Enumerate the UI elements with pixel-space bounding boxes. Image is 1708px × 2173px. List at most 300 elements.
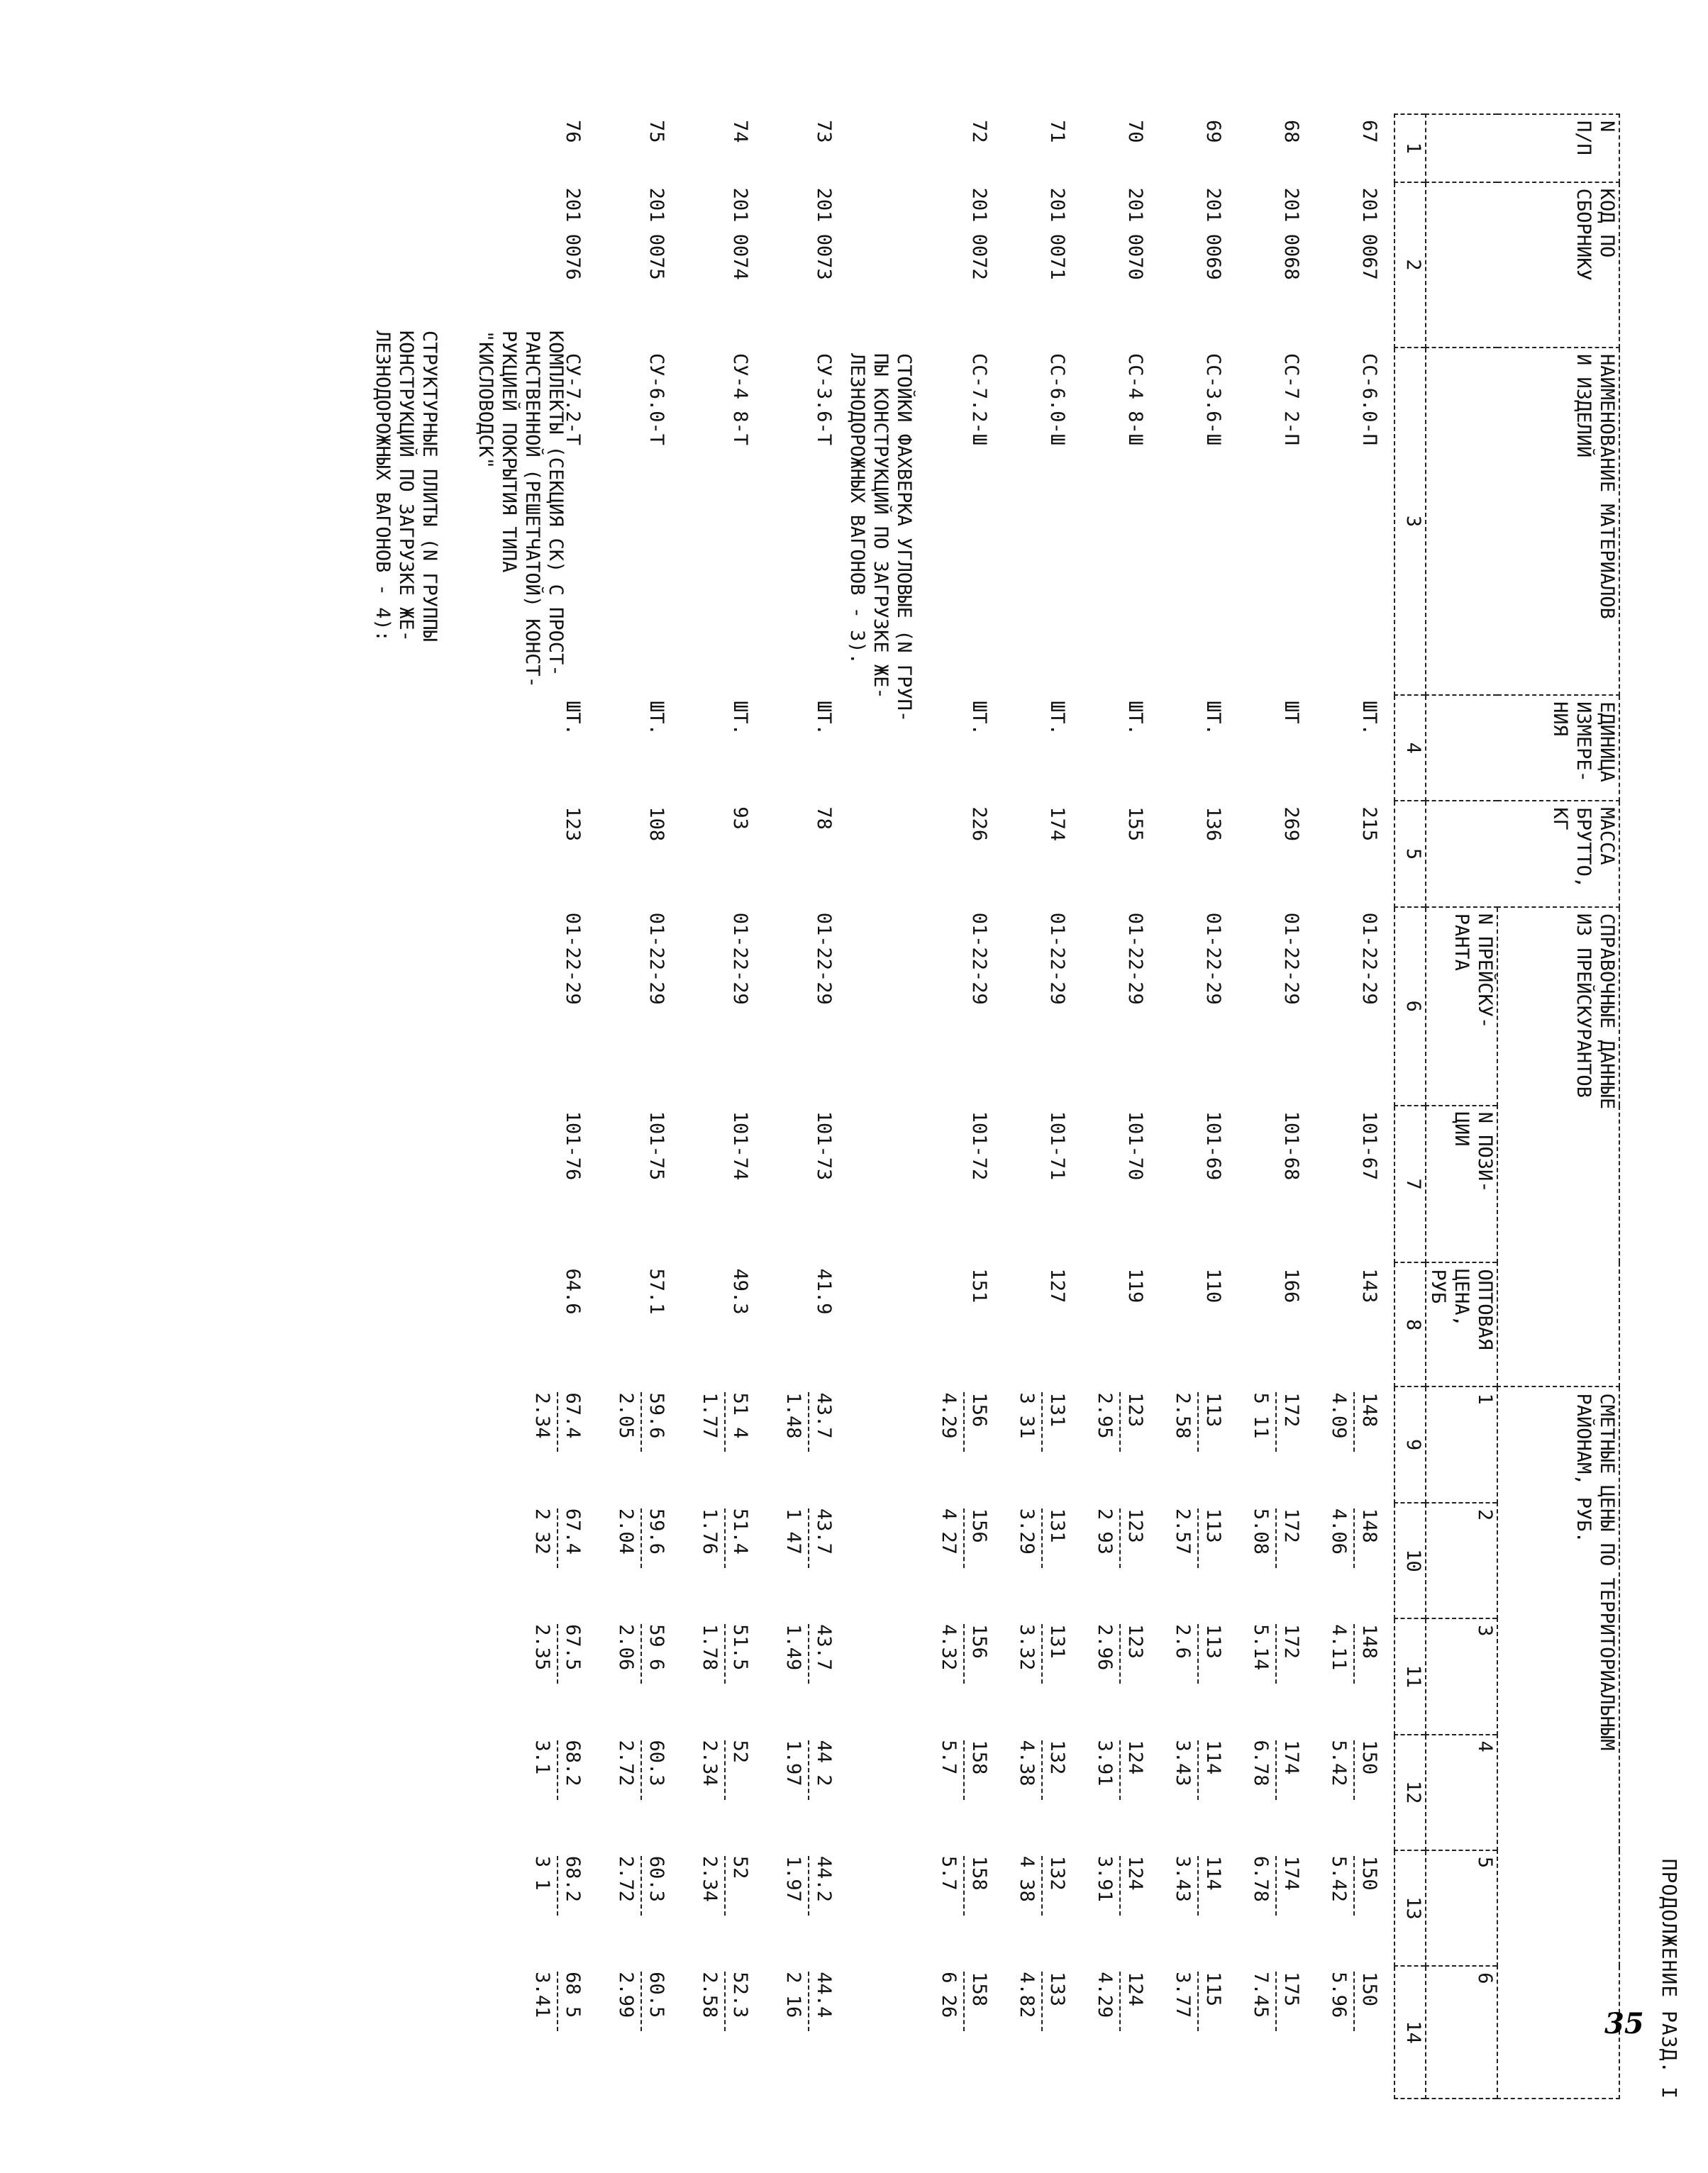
district-price-transport: 6 26: [938, 1972, 960, 2018]
district-price-transport: 2.34: [531, 1392, 553, 1439]
district-price-previous: 67.4: [562, 1508, 584, 1555]
district-price-cell: [594, 1735, 678, 1850]
pricelist-number: 01-22-29: [968, 912, 990, 1005]
district-price-transport: 1.48: [782, 1392, 804, 1439]
district-price-previous: 156: [968, 1508, 990, 1543]
district-price-previous: 131: [1046, 1392, 1068, 1428]
district-price-transport: 3.43: [1172, 1855, 1194, 1902]
table-row: [1316, 114, 1394, 2099]
value-separator: [1353, 1856, 1355, 1916]
district-price-transport: 2.72: [615, 1740, 637, 1786]
row-number: 67: [1358, 120, 1380, 143]
header-ref-pricelist: N ПРЕЙСКУ- РАНТА: [1426, 907, 1497, 1106]
district-price-transport: 5.7: [938, 1855, 960, 1891]
header-n-pp: N П/П: [1426, 114, 1619, 182]
district-price-previous: 148: [1358, 1624, 1380, 1659]
value-separator: [1197, 1740, 1199, 1800]
row-number: 68: [1280, 120, 1302, 143]
district-price-transport: 4.29: [938, 1392, 960, 1439]
value-separator: [1353, 1392, 1355, 1452]
group-heading: СТОЙКИ ФАХВЕРКА УГЛОВЫЕ (N ГРУП- ПЫ КОНСТРУКЦИЙ ПО ЗАГРУЗКЕ ЖЕ- ЛЕЗНОДОРОЖНЫХ ВАГОНОВ - 3).: [846, 353, 915, 723]
pricelist-number: 01-22-29: [1358, 912, 1380, 1005]
value-separator: [557, 1624, 558, 1684]
district-price-cell: [1082, 1503, 1160, 1618]
district-price-previous: 43.7: [813, 1508, 835, 1555]
district-price-transport: 1.77: [699, 1392, 721, 1439]
item-unit: ШТ.: [562, 701, 584, 735]
item-name: СС-6.0-П: [1358, 353, 1380, 446]
district-price-transport: 2 32: [531, 1508, 553, 1555]
district-price-previous: 174: [1280, 1855, 1302, 1891]
district-price-previous: 114: [1202, 1740, 1224, 1775]
district-price-cell: [678, 1850, 762, 1966]
position-number: 101-70: [1124, 1111, 1146, 1181]
column-number: 4: [1394, 695, 1426, 801]
item-name: СУ-6.0-Т: [645, 353, 667, 446]
value-separator: [1197, 1392, 1199, 1452]
district-price-cell: [594, 1386, 678, 1502]
district-price-previous: 52: [729, 1855, 751, 1879]
header-district: 5: [1426, 1850, 1497, 1966]
district-price-cell: [511, 1503, 594, 1618]
value-separator: [1197, 1972, 1199, 2031]
district-price-cell: [511, 1386, 594, 1502]
district-price-cell: [762, 1618, 845, 1734]
item-name: СС-3.6-Ш: [1202, 353, 1224, 446]
district-price-previous: 44.4: [813, 1972, 835, 2018]
value-separator: [1353, 1972, 1355, 2031]
district-price-transport: 2 16: [782, 1972, 804, 2018]
district-price-cell: [926, 1735, 1004, 1850]
district-price-cell: [1238, 1850, 1316, 1966]
district-price-transport: 4.82: [1016, 1972, 1038, 2018]
district-price-cell: [1160, 1966, 1238, 2099]
table-row: [1160, 114, 1238, 2099]
table-body-first: [926, 114, 1394, 2099]
pricelist-number: 01-22-29: [1046, 912, 1068, 1005]
item-code: 201 0073: [813, 187, 835, 280]
district-price-transport: 1.76: [699, 1508, 721, 1555]
district-price-cell: [1004, 1850, 1082, 1966]
district-price-cell: [926, 1850, 1004, 1966]
value-separator: [963, 1740, 965, 1800]
row-number: 70: [1124, 120, 1146, 143]
item-mass: 108: [645, 806, 667, 842]
district-price-transport: 5.42: [1328, 1740, 1350, 1786]
district-price-transport: 2 93: [1094, 1508, 1116, 1555]
header-district: 6: [1426, 1966, 1497, 2099]
value-separator: [963, 1392, 965, 1452]
pricelist-number: 01-22-29: [562, 912, 584, 1005]
district-price-cell: [1082, 1850, 1160, 1966]
rotated-content: [348, 113, 1681, 2099]
district-price-previous: 158: [968, 1855, 990, 1891]
district-price-previous: 124: [1124, 1972, 1146, 2006]
district-price-previous: 68.2: [562, 1855, 584, 1902]
district-price-transport: 7.45: [1250, 1972, 1272, 2018]
district-price-previous: 44 2: [813, 1740, 835, 1786]
district-price-cell: [1004, 1735, 1082, 1850]
district-price-previous: 115: [1202, 1972, 1224, 2006]
value-separator: [1119, 1624, 1121, 1684]
district-price-cell: [1316, 1850, 1394, 1966]
district-price-transport: 2.99: [615, 1972, 637, 2018]
wholesale-price: 110: [1202, 1268, 1224, 1304]
district-price-previous: 113: [1202, 1624, 1224, 1659]
district-price-cell: [1238, 1503, 1316, 1618]
district-price-transport: 1.78: [699, 1624, 721, 1671]
row-number: 69: [1202, 120, 1224, 143]
district-price-transport: 2.96: [1094, 1624, 1116, 1671]
value-separator: [1041, 1392, 1043, 1452]
district-price-cell: [762, 1386, 845, 1502]
value-separator: [808, 1624, 809, 1684]
row-number: 71: [1046, 120, 1068, 143]
item-code: 201 0069: [1202, 187, 1224, 280]
district-price-previous: 131: [1046, 1624, 1068, 1659]
district-price-cell: [1004, 1386, 1082, 1502]
position-number: 101-71: [1046, 1111, 1068, 1181]
value-separator: [1197, 1508, 1199, 1568]
district-price-cell: [1238, 1735, 1316, 1850]
district-price-previous: 44.2: [813, 1855, 835, 1902]
district-price-previous: 172: [1280, 1624, 1302, 1659]
header-district: 4: [1426, 1735, 1497, 1850]
item-code: 201 0070: [1124, 187, 1146, 280]
column-number: 7: [1394, 1106, 1426, 1263]
value-separator: [1119, 1392, 1121, 1452]
district-price-cell: [1316, 1966, 1394, 2099]
header-ref-position: N ПОЗИ- ЦИИ: [1426, 1106, 1497, 1263]
district-price-cell: [1160, 1386, 1238, 1502]
item-name: СС-7.2-Ш: [968, 353, 990, 446]
item-unit: ШТ.: [1202, 701, 1224, 735]
value-separator: [808, 1856, 809, 1916]
item-unit: ШТ.: [645, 701, 667, 735]
item-mass: 78: [813, 806, 835, 830]
value-separator: [1353, 1740, 1355, 1800]
district-price-cell: [1160, 1850, 1238, 1966]
district-price-previous: 174: [1280, 1740, 1302, 1775]
district-price-transport: 3.91: [1094, 1740, 1116, 1786]
header-estimate-group: СМЕТНЫЕ ЦЕНЫ ПО ТЕРРИТОРИАЛЬНЫМ РАЙОНАМ, РУБ.: [1497, 1386, 1619, 2099]
section-title: ПРОДОЛЖЕНИЕ РАЗД. I: [1658, 1858, 1681, 2099]
value-separator: [1275, 1972, 1277, 2031]
column-number: 1: [1394, 114, 1426, 182]
price-table: [511, 113, 1620, 2099]
column-number: 6: [1394, 907, 1426, 1106]
table-row: [762, 114, 845, 2099]
column-number: 2: [1394, 182, 1426, 348]
value-separator: [724, 1392, 726, 1452]
district-price-transport: 1.97: [782, 1855, 804, 1902]
header-mass: МАССА БРУТТО, КГ: [1426, 801, 1619, 906]
district-price-previous: 133: [1046, 1972, 1068, 2006]
column-number: 11: [1394, 1618, 1426, 1734]
group-heading-section: [845, 114, 926, 2099]
value-separator: [724, 1740, 726, 1800]
item-mass: 123: [562, 806, 584, 842]
item-code: 201 0076: [562, 187, 584, 280]
district-price-transport: 3.91: [1094, 1855, 1116, 1902]
header-name: НАИМЕНОВАНИЕ МАТЕРИАЛОВ И ИЗДЕЛИЙ: [1426, 348, 1619, 695]
value-separator: [724, 1508, 726, 1568]
item-code: 201 0072: [968, 187, 990, 280]
value-separator: [640, 1972, 642, 2031]
column-number: 12: [1394, 1735, 1426, 1850]
district-price-previous: 124: [1124, 1855, 1146, 1891]
item-code: 201 0068: [1280, 187, 1302, 280]
value-separator: [1197, 1856, 1199, 1916]
item-code: 201 0067: [1358, 187, 1380, 280]
district-price-transport: 2.58: [1172, 1392, 1194, 1439]
pricelist-number: 01-22-29: [1202, 912, 1224, 1005]
district-price-transport: 4.09: [1328, 1392, 1350, 1439]
note-structural-plates: СТРУКТУРНЫЕ ПЛИТЫ (N ГРУППЫ КОНСТРУКЦИЙ ПО ЗАГРУЗКЕ ЖЕ- ЛЕЗНОДОРОЖНЫХ ВАГОНОВ - 4):: [372, 330, 440, 642]
column-number-row: [1394, 114, 1426, 2099]
item-unit: ШТ.: [968, 701, 990, 735]
value-separator: [1041, 1508, 1043, 1568]
district-price-transport: 3.32: [1016, 1624, 1038, 1671]
header-district: 1: [1426, 1386, 1497, 1502]
value-separator: [1041, 1624, 1043, 1684]
value-separator: [1119, 1740, 1121, 1800]
district-price-cell: [511, 1735, 594, 1850]
position-number: 101-67: [1358, 1111, 1380, 1181]
position-number: 101-75: [645, 1111, 667, 1181]
district-price-previous: 158: [968, 1740, 990, 1775]
district-price-transport: 2.34: [699, 1855, 721, 1902]
district-price-cell: [511, 1618, 594, 1734]
district-price-cell: [1316, 1618, 1394, 1734]
wholesale-price: 64.6: [562, 1268, 584, 1315]
district-price-transport: 4.11: [1328, 1624, 1350, 1671]
value-separator: [963, 1624, 965, 1684]
district-price-previous: 172: [1280, 1392, 1302, 1428]
district-price-previous: 60.3: [645, 1740, 667, 1786]
value-separator: [1041, 1740, 1043, 1800]
position-number: 101-68: [1280, 1111, 1302, 1181]
district-price-cell: [1082, 1386, 1160, 1502]
district-price-cell: [594, 1850, 678, 1966]
item-mass: 155: [1124, 806, 1146, 842]
position-number: 101-72: [968, 1111, 990, 1181]
item-mass: 215: [1358, 806, 1380, 842]
district-price-transport: 2.35: [531, 1624, 553, 1671]
district-price-transport: 2.57: [1172, 1508, 1194, 1555]
district-price-transport: 2.58: [699, 1972, 721, 2018]
district-price-transport: 1 47: [782, 1508, 804, 1555]
district-price-previous: 113: [1202, 1508, 1224, 1543]
district-price-previous: 51.5: [729, 1624, 751, 1671]
value-separator: [1119, 1508, 1121, 1568]
district-price-previous: 59.6: [645, 1392, 667, 1439]
pricelist-number: 01-22-29: [645, 912, 667, 1005]
row-number: 76: [562, 120, 584, 143]
pricelist-number: 01-22-29: [813, 912, 835, 1005]
district-price-transport: 3.29: [1016, 1508, 1038, 1555]
position-number: 101-69: [1202, 1111, 1224, 1181]
district-price-transport: 3 1: [531, 1855, 553, 1891]
value-separator: [1353, 1624, 1355, 1684]
value-separator: [963, 1856, 965, 1916]
district-price-transport: 2.06: [615, 1624, 637, 1671]
district-price-cell: [926, 1966, 1004, 2099]
district-price-cell: [594, 1618, 678, 1734]
value-separator: [1197, 1624, 1199, 1684]
wholesale-price: 57.1: [645, 1268, 667, 1315]
item-name: СС-6.0-Ш: [1046, 353, 1068, 446]
district-price-transport: 2.04: [615, 1508, 637, 1555]
pricelist-number: 01-22-29: [729, 912, 751, 1005]
district-price-previous: 132: [1046, 1740, 1068, 1775]
district-price-previous: 43.7: [813, 1624, 835, 1671]
note-complects: КОМПЛЕКТЫ (СЕКЦИЯ СК) С ПРОСТ- РАНСТВЕННОЙ (РЕШЕТЧАТОЙ) КОНСТ- РУКЦИЕЙ ПОКРЫТИЯ ТИПА "КИСЛОВОДСК": [475, 330, 567, 688]
value-separator: [808, 1508, 809, 1568]
value-separator: [724, 1972, 726, 2031]
district-price-transport: 2.34: [699, 1740, 721, 1786]
pricelist-number: 01-22-29: [1124, 912, 1146, 1005]
value-separator: [1275, 1624, 1277, 1684]
row-number: 72: [968, 120, 990, 143]
district-price-cell: [678, 1503, 762, 1618]
district-price-transport: 2.72: [615, 1855, 637, 1902]
district-price-previous: 59.6: [645, 1508, 667, 1555]
item-code: 201 0075: [645, 187, 667, 280]
item-unit: ШТ.: [1124, 701, 1146, 735]
item-code: 201 0074: [729, 187, 751, 280]
value-separator: [557, 1392, 558, 1452]
value-separator: [1041, 1856, 1043, 1916]
district-price-previous: 123: [1124, 1624, 1146, 1659]
value-separator: [640, 1392, 642, 1452]
header-district: 3: [1426, 1618, 1497, 1734]
district-price-previous: 51.4: [729, 1508, 751, 1555]
value-separator: [1119, 1972, 1121, 2031]
item-mass: 269: [1280, 806, 1302, 842]
item-name: СУ-4 8-Т: [729, 353, 751, 446]
district-price-previous: 43.7: [813, 1392, 835, 1439]
item-unit: ШТ.: [813, 701, 835, 735]
wholesale-price: 143: [1358, 1268, 1380, 1304]
district-price-cell: [511, 1850, 594, 1966]
value-separator: [1353, 1508, 1355, 1568]
district-price-transport: 3.77: [1172, 1972, 1194, 2018]
notes-block: [338, 330, 567, 827]
value-separator: [724, 1856, 726, 1916]
column-number: 9: [1394, 1386, 1426, 1502]
district-price-previous: 60.5: [645, 1972, 667, 2018]
district-price-previous: 150: [1358, 1740, 1380, 1775]
value-separator: [963, 1972, 965, 2031]
district-price-transport: 3.41: [531, 1972, 553, 2018]
wholesale-price: 166: [1280, 1268, 1302, 1304]
position-number: 101-73: [813, 1111, 835, 1181]
district-price-transport: 1.97: [782, 1740, 804, 1786]
district-price-transport: 1.49: [782, 1624, 804, 1671]
district-price-transport: 4 38: [1016, 1855, 1038, 1902]
row-number: 73: [813, 120, 835, 143]
district-price-cell: [1238, 1966, 1316, 2099]
district-price-transport: 3 31: [1016, 1392, 1038, 1439]
value-separator: [808, 1392, 809, 1452]
table-row: [594, 114, 678, 2099]
wholesale-price: 49.3: [729, 1268, 751, 1315]
header-district: 2: [1426, 1503, 1497, 1618]
position-number: 101-74: [729, 1111, 751, 1181]
district-price-cell: [926, 1386, 1004, 1502]
district-price-transport: 4.06: [1328, 1508, 1350, 1555]
district-price-transport: 6.78: [1250, 1855, 1272, 1902]
district-price-cell: [926, 1503, 1004, 1618]
page-number: 35: [1604, 2007, 1644, 2040]
value-separator: [724, 1624, 726, 1684]
value-separator: [808, 1972, 809, 2031]
district-price-previous: 67.4: [562, 1392, 584, 1439]
district-price-cell: [678, 1386, 762, 1502]
row-number: 74: [729, 120, 751, 143]
table-row: [1004, 114, 1082, 2099]
value-separator: [1275, 1392, 1277, 1452]
district-price-previous: 68.2: [562, 1740, 584, 1786]
district-price-previous: 124: [1124, 1740, 1146, 1775]
district-price-previous: 123: [1124, 1508, 1146, 1543]
value-separator: [808, 1740, 809, 1800]
district-price-cell: [1004, 1618, 1082, 1734]
item-unit: ШТ.: [1358, 701, 1380, 735]
district-price-cell: [1160, 1735, 1238, 1850]
item-name: СУ-3.6-Т: [813, 353, 835, 446]
district-price-previous: 158: [968, 1972, 990, 2006]
table-header: [1394, 114, 1619, 2099]
column-number: 10: [1394, 1503, 1426, 1618]
district-price-cell: [511, 1966, 594, 2099]
district-price-cell: [1238, 1618, 1316, 1734]
district-price-previous: 148: [1358, 1508, 1380, 1543]
district-price-cell: [594, 1966, 678, 2099]
header-wholesale: ОПТОВАЯ ЦЕНА, РУБ: [1426, 1262, 1497, 1386]
value-separator: [557, 1856, 558, 1916]
value-separator: [1041, 1972, 1043, 2031]
value-separator: [1275, 1508, 1277, 1568]
district-price-transport: 5.42: [1328, 1855, 1350, 1902]
value-separator: [557, 1972, 558, 2031]
value-separator: [640, 1740, 642, 1800]
district-price-cell: [678, 1735, 762, 1850]
district-price-previous: 148: [1358, 1392, 1380, 1428]
district-price-cell: [1082, 1966, 1160, 2099]
district-price-previous: 51 4: [729, 1392, 751, 1439]
header-code: КОД ПО СБОРНИКУ: [1426, 182, 1619, 348]
district-price-transport: 6.78: [1250, 1740, 1272, 1786]
district-price-transport: 5 11: [1250, 1392, 1272, 1439]
item-name: СС-4 8-Ш: [1124, 353, 1146, 446]
district-price-transport: 4.38: [1016, 1740, 1038, 1786]
pricelist-number: 01-22-29: [1280, 912, 1302, 1005]
value-separator: [557, 1508, 558, 1568]
district-price-cell: [1316, 1503, 1394, 1618]
wholesale-price: 127: [1046, 1268, 1068, 1304]
district-price-transport: 2.95: [1094, 1392, 1116, 1439]
district-price-previous: 52: [729, 1740, 751, 1764]
district-price-transport: 5.08: [1250, 1508, 1272, 1555]
district-price-previous: 131: [1046, 1508, 1068, 1543]
district-price-cell: [1004, 1503, 1082, 1618]
district-price-transport: 5.96: [1328, 1972, 1350, 2018]
district-price-cell: [1316, 1386, 1394, 1502]
value-separator: [640, 1624, 642, 1684]
district-price-previous: 123: [1124, 1392, 1146, 1428]
